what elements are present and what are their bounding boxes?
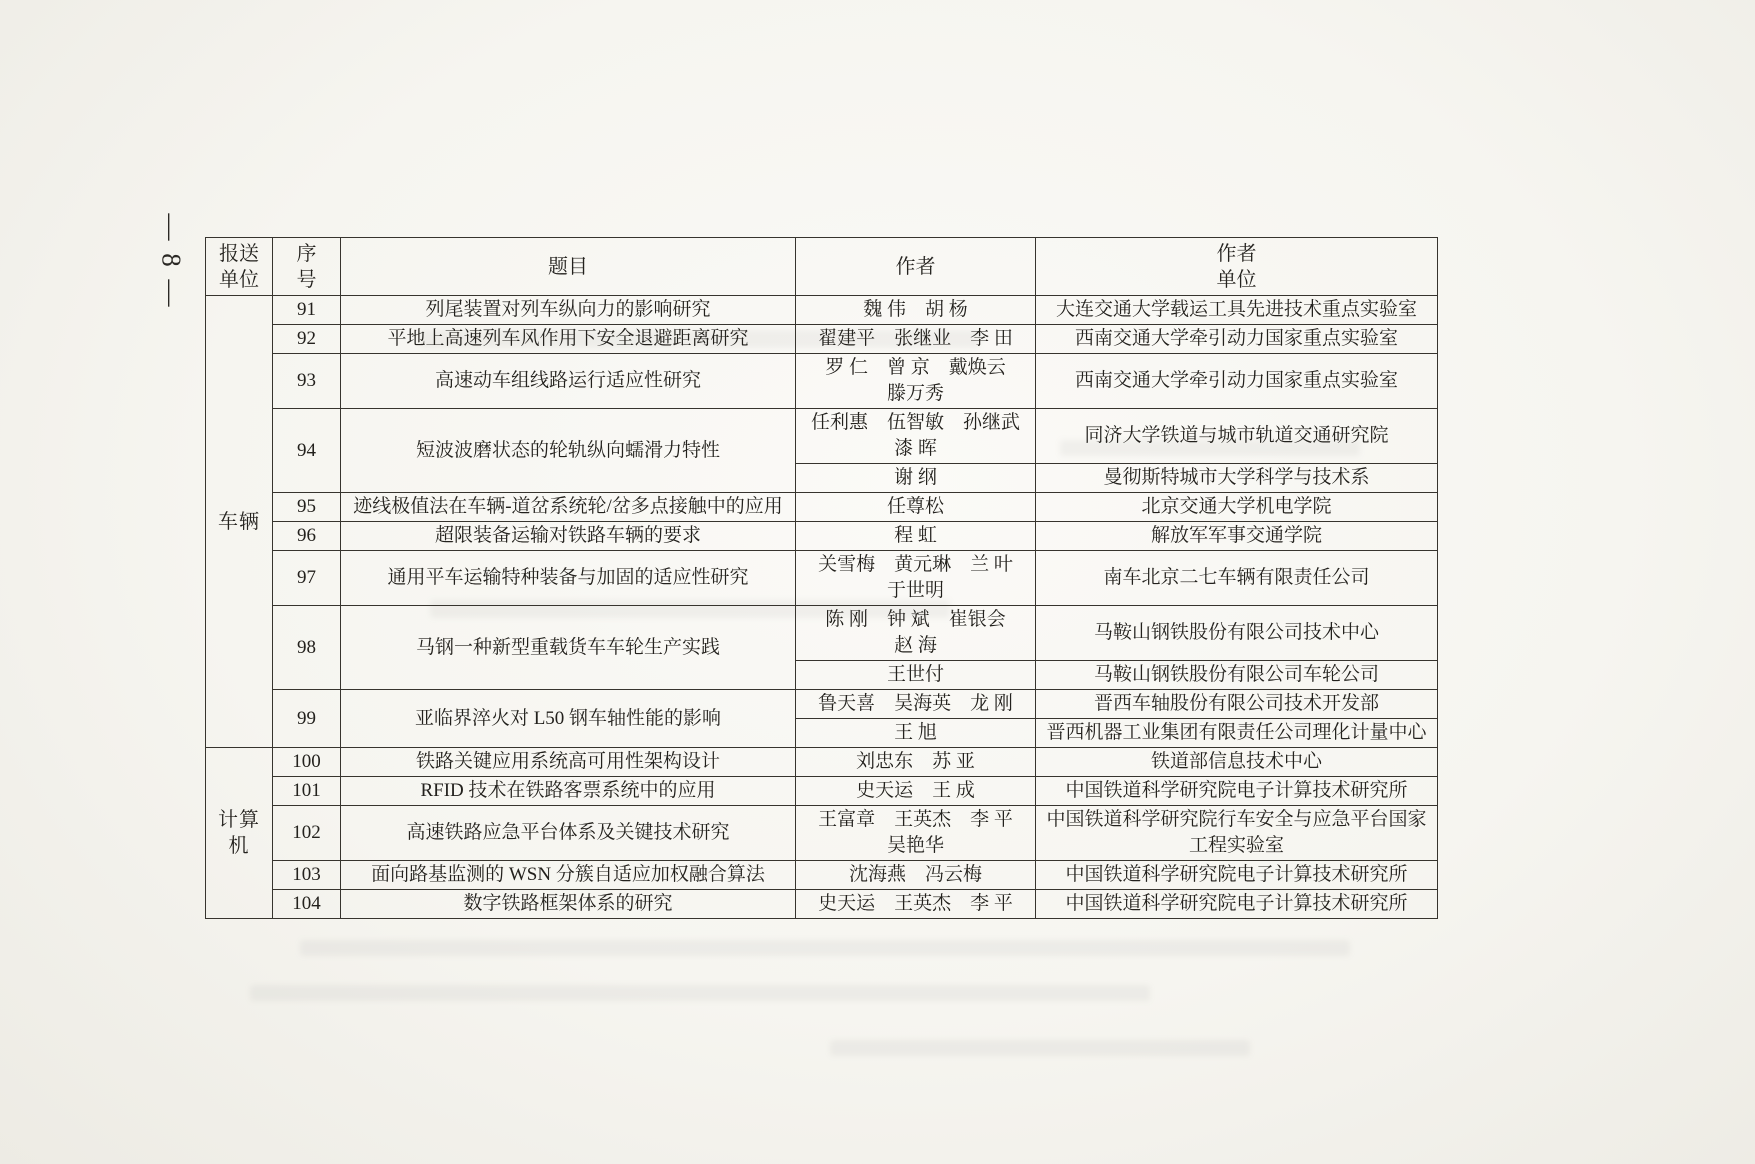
author-cell — [796, 551, 1036, 606]
author-cell-text: 任尊松 — [886, 496, 944, 517]
author-cell-text: 刘忠东 苏 亚 — [856, 751, 975, 772]
col-header-text: 单位 — [219, 268, 259, 291]
serial-cell-text: 97 — [297, 567, 316, 588]
unit-cell-text: 铁道部信息技术中心 — [1150, 751, 1322, 772]
unit-cell — [1036, 522, 1438, 551]
author-cell-text: 陈 刚 钟 斌 崔银会 — [825, 609, 1006, 630]
author-cell — [796, 661, 1036, 690]
title-cell-text: 短波波磨状态的轮轨纵向蠕滑力特性 — [415, 439, 720, 461]
unit-cell-text: 马鞍山钢铁股份有限公司技术中心 — [1093, 622, 1379, 643]
author-cell — [796, 806, 1036, 861]
author-cell-text: 任利惠 伍智敏 孙继武 — [810, 412, 1020, 433]
table-row — [206, 777, 1438, 806]
title-cell — [341, 409, 796, 493]
serial-cell — [273, 325, 341, 354]
serial-cell — [273, 354, 341, 409]
serial-cell-text: 102 — [292, 822, 321, 843]
serial-cell-text: 95 — [297, 496, 316, 517]
group-cell-text: 计算机 — [218, 809, 260, 857]
author-cell — [796, 409, 1036, 464]
unit-cell — [1036, 325, 1438, 354]
serial-cell — [273, 493, 341, 522]
author-cell — [796, 493, 1036, 522]
unit-cell — [1036, 861, 1438, 890]
title-cell — [341, 748, 796, 777]
author-cell — [796, 296, 1036, 325]
title-cell-text: RFID 技术在铁路客票系统中的应用 — [420, 780, 716, 801]
unit-cell-text: 北京交通大学机电学院 — [1141, 496, 1332, 517]
unit-cell — [1036, 806, 1438, 861]
title-cell — [341, 551, 796, 606]
serial-cell-text: 96 — [297, 525, 316, 546]
page-number: — 8 — — [156, 213, 187, 310]
unit-cell — [1036, 606, 1438, 661]
bleedthrough-artifact — [250, 985, 1150, 1001]
serial-cell-text: 94 — [297, 439, 316, 461]
bleedthrough-artifact — [300, 940, 1350, 956]
table-body — [206, 296, 1438, 919]
group-cell — [206, 748, 273, 919]
author-cell-text: 沈海燕 冯云梅 — [848, 864, 982, 885]
table-row — [206, 493, 1438, 522]
title-cell — [341, 296, 796, 325]
table-row — [206, 296, 1438, 325]
author-cell-text: 罗 仁 曾 京 戴焕云 — [825, 357, 1006, 378]
author-cell — [796, 606, 1036, 661]
table-header-row — [206, 238, 1438, 296]
col-header-serial — [273, 238, 341, 296]
serial-cell — [273, 777, 341, 806]
author-cell — [796, 890, 1036, 919]
serial-cell — [273, 409, 341, 493]
serial-cell-text: 99 — [297, 707, 316, 729]
col-header-text: 单位 — [1216, 268, 1257, 291]
unit-cell-text: 大连交通大学载运工具先进技术重点实验室 — [1055, 299, 1417, 320]
author-cell-text: 关雪梅 黄元琳 兰 叶 — [818, 554, 1013, 575]
author-cell — [796, 325, 1036, 354]
unit-cell — [1036, 296, 1438, 325]
table-row — [206, 890, 1438, 919]
serial-cell-text: 100 — [292, 751, 321, 772]
title-cell-text: 高速动车组线路运行适应性研究 — [434, 370, 701, 391]
author-cell — [796, 719, 1036, 748]
unit-cell-text: 中国铁道科学研究院电子计算技术研究所 — [1065, 780, 1408, 801]
author-cell-text: 滕万秀 — [886, 383, 944, 404]
unit-cell — [1036, 464, 1438, 493]
author-cell-text: 赵 海 — [894, 635, 937, 656]
group-cell — [206, 296, 273, 748]
serial-cell — [273, 861, 341, 890]
author-cell-text: 史天运 王英杰 李 平 — [818, 893, 1013, 914]
author-cell-text: 翟建平 张继业 李 田 — [818, 328, 1013, 349]
serial-cell — [273, 806, 341, 861]
table-row — [206, 551, 1438, 606]
col-header-text: 题目 — [548, 255, 588, 278]
unit-cell — [1036, 493, 1438, 522]
unit-cell-text: 南车北京二七车辆有限责任公司 — [1103, 567, 1370, 588]
unit-cell — [1036, 354, 1438, 409]
serial-cell-text: 91 — [297, 299, 316, 320]
title-cell-text: 铁路关键应用系统高可用性架构设计 — [415, 751, 720, 772]
author-cell — [796, 777, 1036, 806]
unit-cell-text: 西南交通大学牵引动力国家重点实验室 — [1074, 328, 1398, 349]
unit-cell-text: 解放军军事交通学院 — [1150, 525, 1322, 546]
title-cell-text: 数字铁路框架体系的研究 — [463, 893, 673, 914]
serial-cell-text: 93 — [297, 370, 316, 391]
serial-cell — [273, 690, 341, 748]
author-cell-text: 漆 晖 — [894, 438, 937, 459]
serial-cell-text: 103 — [292, 864, 321, 885]
unit-cell-text: 晋西车轴股份有限公司技术开发部 — [1093, 693, 1379, 714]
title-cell — [341, 890, 796, 919]
title-cell-text: 高速铁路应急平台体系及关键技术研究 — [406, 822, 730, 843]
col-header-text: 作者 — [1216, 242, 1257, 265]
table-row — [206, 861, 1438, 890]
serial-cell-text: 104 — [292, 893, 321, 914]
col-header-text: 序 — [296, 242, 317, 265]
author-cell-text: 王富章 王英杰 李 平 — [818, 809, 1013, 830]
title-cell — [341, 861, 796, 890]
title-cell — [341, 606, 796, 690]
author-cell — [796, 690, 1036, 719]
serial-cell — [273, 551, 341, 606]
author-cell-text: 于世明 — [886, 580, 944, 601]
unit-cell-text: 中国铁道科学研究院电子计算技术研究所 — [1065, 864, 1408, 885]
unit-cell-text: 同济大学铁道与城市轨道交通研究院 — [1084, 425, 1389, 446]
col-header-text: 作者 — [895, 255, 936, 278]
table-row — [206, 806, 1438, 861]
unit-cell — [1036, 890, 1438, 919]
unit-cell — [1036, 409, 1438, 464]
table-row — [206, 606, 1438, 661]
author-cell — [796, 861, 1036, 890]
unit-cell — [1036, 777, 1438, 806]
table-row — [206, 354, 1438, 409]
table-row — [206, 409, 1438, 464]
table-row — [206, 522, 1438, 551]
unit-cell-text: 西南交通大学牵引动力国家重点实验室 — [1074, 370, 1398, 391]
author-cell — [796, 748, 1036, 777]
col-header-author-unit — [1036, 238, 1438, 296]
title-cell-text: 马钢一种新型重载货车车轮生产实践 — [415, 636, 720, 658]
serial-cell — [273, 296, 341, 325]
serial-cell — [273, 606, 341, 690]
author-cell-text: 王世付 — [886, 664, 944, 685]
title-cell — [341, 690, 796, 748]
title-cell — [341, 522, 796, 551]
author-cell-text: 史天运 王 成 — [856, 780, 975, 801]
unit-cell-text: 中国铁道科学研究院电子计算技术研究所 — [1065, 893, 1408, 914]
author-cell-text: 王 旭 — [894, 722, 937, 743]
title-cell-text: 通用平车运输特种装备与加固的适应性研究 — [387, 567, 749, 588]
unit-cell — [1036, 719, 1438, 748]
author-cell — [796, 464, 1036, 493]
title-cell — [341, 354, 796, 409]
title-cell-text: 列尾装置对列车纵向力的影响研究 — [425, 299, 711, 320]
author-cell — [796, 354, 1036, 409]
serial-cell — [273, 748, 341, 777]
serial-cell-text: 98 — [297, 636, 316, 658]
unit-cell — [1036, 661, 1438, 690]
unit-cell-text: 工程实验室 — [1188, 835, 1284, 856]
serial-cell-text: 92 — [297, 328, 316, 349]
unit-cell-text: 马鞍山钢铁股份有限公司车轮公司 — [1093, 664, 1379, 685]
serial-cell-text: 101 — [292, 780, 321, 801]
col-header-author — [796, 238, 1036, 296]
author-cell-text: 鲁天喜 吴海英 龙 刚 — [818, 693, 1013, 714]
title-cell — [341, 493, 796, 522]
serial-cell — [273, 890, 341, 919]
col-header-text: 号 — [296, 268, 317, 291]
title-cell — [341, 777, 796, 806]
title-cell-text: 面向路基监测的 WSN 分簇自适应加权融合算法 — [371, 864, 765, 885]
title-cell-text: 迹线极值法在车辆-道岔系统轮/岔多点接触中的应用 — [353, 496, 783, 517]
table-row — [206, 748, 1438, 777]
author-cell-text: 程 虹 — [894, 525, 937, 546]
papers-table — [205, 237, 1438, 919]
table-row — [206, 325, 1438, 354]
col-header-title — [341, 238, 796, 296]
bleedthrough-artifact — [830, 1040, 1250, 1056]
title-cell — [341, 325, 796, 354]
title-cell-text: 平地上高速列车风作用下安全退避距离研究 — [387, 328, 749, 349]
unit-cell — [1036, 748, 1438, 777]
unit-cell — [1036, 690, 1438, 719]
unit-cell-text: 中国铁道科学研究院行车安全与应急平台国家 — [1046, 809, 1427, 830]
col-header-submit-unit — [206, 238, 273, 296]
title-cell — [341, 806, 796, 861]
unit-cell — [1036, 551, 1438, 606]
title-cell-text: 超限装备运输对铁路车辆的要求 — [434, 525, 701, 546]
serial-cell — [273, 522, 341, 551]
table-row — [206, 690, 1438, 719]
author-cell-text: 魏 伟 胡 杨 — [863, 299, 968, 320]
unit-cell-text: 曼彻斯特城市大学科学与技术系 — [1103, 467, 1370, 488]
author-cell-text: 吴艳华 — [886, 835, 944, 856]
author-cell — [796, 522, 1036, 551]
group-cell-text: 车辆 — [218, 510, 260, 533]
title-cell-text: 亚临界淬火对 L50 钢车轴性能的影响 — [414, 707, 722, 729]
author-cell-text: 谢 纲 — [894, 467, 937, 488]
col-header-text: 报送 — [219, 242, 259, 265]
unit-cell-text: 晋西机器工业集团有限责任公司理化计量中心 — [1046, 722, 1427, 743]
